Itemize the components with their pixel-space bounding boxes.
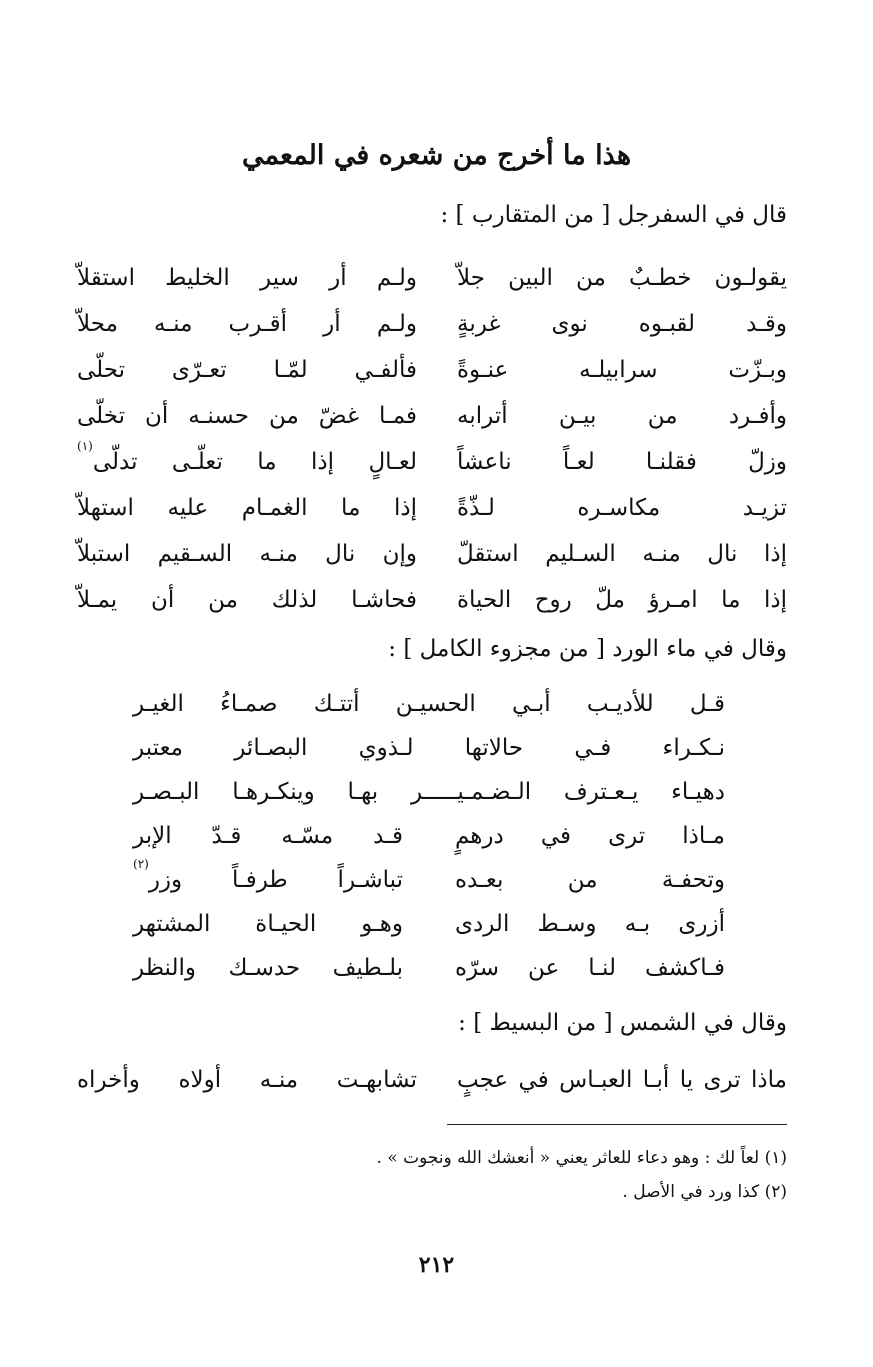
verse-hemistich-first: وأفـرد من بيـن أترابه: [457, 403, 787, 429]
verse-line: [133, 946, 725, 990]
verse-hemistich-first: وتحفـة من بعـده: [455, 867, 725, 893]
footnote-marker: (١): [77, 439, 93, 453]
verse-line: [77, 440, 787, 484]
footnote: (٢) كذا ورد في الأصل .: [622, 1182, 787, 1202]
verse-hemistich-second: فمـا غضّ من حسنـه أن تخلّى: [77, 403, 417, 429]
verse-hemistich-second: قـد مسّـه قـدّ الإبر: [133, 823, 403, 849]
verse-hemistich-first: إذا نال منـه السـليم استقلّ: [457, 541, 787, 567]
verse-hemistich-second: إذا ما الغمـام عليه استهلاّ: [77, 495, 417, 521]
verse-line: [77, 486, 787, 530]
verse-full-line: دهيـاء يـعـترف الـضـمـيـــــر بهـا وينكـرهـا البـصـر: [133, 779, 725, 805]
verse-hemistich-first: وبـزّت سرابيلـه عنـوةً: [457, 357, 787, 383]
section-intro: وقال في ماء الورد [ من مجزوء الكامل ] :: [388, 636, 787, 662]
verse-line: [77, 578, 787, 622]
verse-hemistich-first: وزلّ فقلنـا لعـاً ناعشاً: [457, 449, 787, 475]
verse-hemistich-first: تزيـد مكاسـره لـذّةً: [457, 495, 787, 521]
footnote-divider: [447, 1124, 787, 1125]
verse-hemistich-second: فحاشـا لذلك من أن يمـلاّ: [77, 587, 417, 613]
section-intro: قال في السفرجل [ من المتقارب ] :: [440, 202, 787, 228]
verse-hemistich-first: وقـد لقبـوه نوى غربةٍ: [457, 311, 787, 337]
verse-line: [133, 726, 725, 770]
verse-hemistich-first: يقولـون خطـبٌ من البين جلاّ: [457, 265, 787, 291]
verse-hemistich-second: ولـم أر سير الخليط استقلاّ: [77, 265, 417, 291]
page-number: ٢١٢: [418, 1252, 455, 1278]
verse-full-line: قـل للأديـب أبـي الحسيـن أتتـك صمـاءُ الغيـر: [133, 691, 725, 717]
verse-hemistich-second: وهـو الحيـاة المشتهر: [133, 911, 403, 937]
verse-line: [77, 302, 787, 346]
verse-hemistich-second: وإن نال منـه السـقيم استبلاّ: [77, 541, 417, 567]
verse-text: تباشـراً طرفـاً وزر: [148, 867, 403, 893]
verse-full-line: نـكـراء فـي حالاتها لـذوي البصـائر معتبر: [133, 735, 725, 761]
page-title: هذا ما أخرج من شعره في المعمي: [241, 140, 632, 171]
footnote-marker: (٢): [133, 857, 149, 871]
verse-line: [133, 682, 725, 726]
verse-text: لعـالٍ إذا ما تعلّـى تدلّى: [92, 449, 417, 475]
verse-line: [133, 814, 725, 858]
verse-hemistich-first: إذا ما امـرؤ ملّ روح الحياة: [457, 587, 787, 613]
verse-line: [77, 348, 787, 392]
verse-hemistich-first: أزرى بـه وسـط الردى: [455, 911, 725, 937]
footnote: (١) لعاً لك : وهو دعاء للعاثر يعني « أنعشك الله ونجوت » .: [376, 1148, 787, 1168]
verse-line: [133, 858, 725, 902]
verse-line: [77, 394, 787, 438]
verse-hemistich-second: ولـم أر أقـرب منـه محلاّ: [77, 311, 417, 337]
verse-hemistich-second: تشابهـت منـه أولاه وأخراه: [77, 1067, 417, 1093]
verse-line: [77, 1058, 787, 1102]
verse-hemistich-second: بلـطيف حدسـك والنظر: [133, 955, 403, 981]
verse-line: [77, 532, 787, 576]
verse-hemistich-second: [77, 440, 417, 484]
verse-hemistich-second: فألفـي لمّـا تعـرّى تحلّى: [77, 357, 417, 383]
verse-line: [133, 770, 725, 814]
verse-line: [77, 256, 787, 300]
verse-hemistich-second: [133, 858, 403, 902]
verse-hemistich-first: فـاكشف لنـا عن سرّه: [455, 955, 725, 981]
verse-hemistich-first: مـاذا ترى في درهمٍ: [455, 823, 725, 849]
verse-line: [133, 902, 725, 946]
verse-hemistich-first: ماذا ترى يا أبـا العبـاس في عجبٍ: [457, 1067, 787, 1093]
section-intro: وقال في الشمس [ من البسيط ] :: [458, 1010, 787, 1036]
